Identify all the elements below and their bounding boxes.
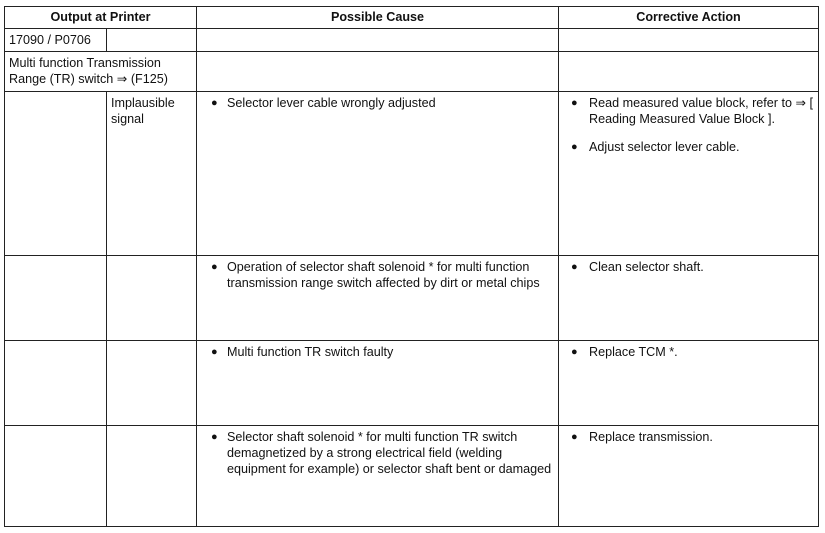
- table-row: [5, 92, 819, 256]
- corrective-action: [559, 256, 819, 341]
- corrective-action: [559, 92, 819, 256]
- row-blank: [5, 256, 107, 341]
- table-row: [5, 256, 819, 341]
- code-row-blank: [107, 29, 197, 52]
- header-output: Output at Printer: [5, 7, 197, 29]
- cause-item: ● Selector lever cable wrongly adjusted: [201, 95, 554, 111]
- possible-cause: [197, 256, 559, 341]
- fault-table: [4, 6, 819, 527]
- action-item: ● Replace TCM *.: [563, 344, 814, 360]
- corrective-action: [559, 426, 819, 527]
- fault-type: [107, 341, 197, 426]
- code-row-action-blank: [559, 29, 819, 52]
- action-item: ● Clean selector shaft.: [563, 259, 814, 275]
- code-row-cause-blank: [197, 29, 559, 52]
- fault-code: 17090 / P0706: [5, 29, 107, 52]
- possible-cause: [197, 426, 559, 527]
- table-row: [5, 341, 819, 426]
- fault-type: [107, 426, 197, 527]
- possible-cause: [197, 341, 559, 426]
- row-blank: [5, 426, 107, 527]
- header-cause: Possible Cause: [197, 7, 559, 29]
- header-row: [5, 7, 819, 29]
- cause-item: ● Multi function TR switch faulty: [201, 344, 554, 360]
- action-item: ● Read measured value block, refer to ⇒ [ Reading Measured Value Block ].: [563, 95, 814, 127]
- component-row-cause-blank: [197, 52, 559, 92]
- code-row: [5, 29, 819, 52]
- fault-type: Implausible signal: [107, 92, 197, 256]
- cause-item: ● Operation of selector shaft solenoid * for multi function transmission range switch affected by dirt or metal chips: [201, 259, 554, 291]
- action-item: ● Replace transmission.: [563, 429, 814, 445]
- table-row: [5, 426, 819, 527]
- row-blank: [5, 341, 107, 426]
- component-row: [5, 52, 819, 92]
- header-action: Corrective Action: [559, 7, 819, 29]
- fault-type: [107, 256, 197, 341]
- component-name: Multi function Transmission Range (TR) switch ⇒ (F125): [5, 52, 197, 92]
- row-blank: [5, 92, 107, 256]
- cause-item: ● Selector shaft solenoid * for multi function TR switch demagnetized by a strong electrical field (welding equipment for example) or selector shaft bent or damaged: [201, 429, 554, 477]
- corrective-action: [559, 341, 819, 426]
- component-row-action-blank: [559, 52, 819, 92]
- action-item: ● Adjust selector lever cable.: [563, 139, 814, 155]
- possible-cause: [197, 92, 559, 256]
